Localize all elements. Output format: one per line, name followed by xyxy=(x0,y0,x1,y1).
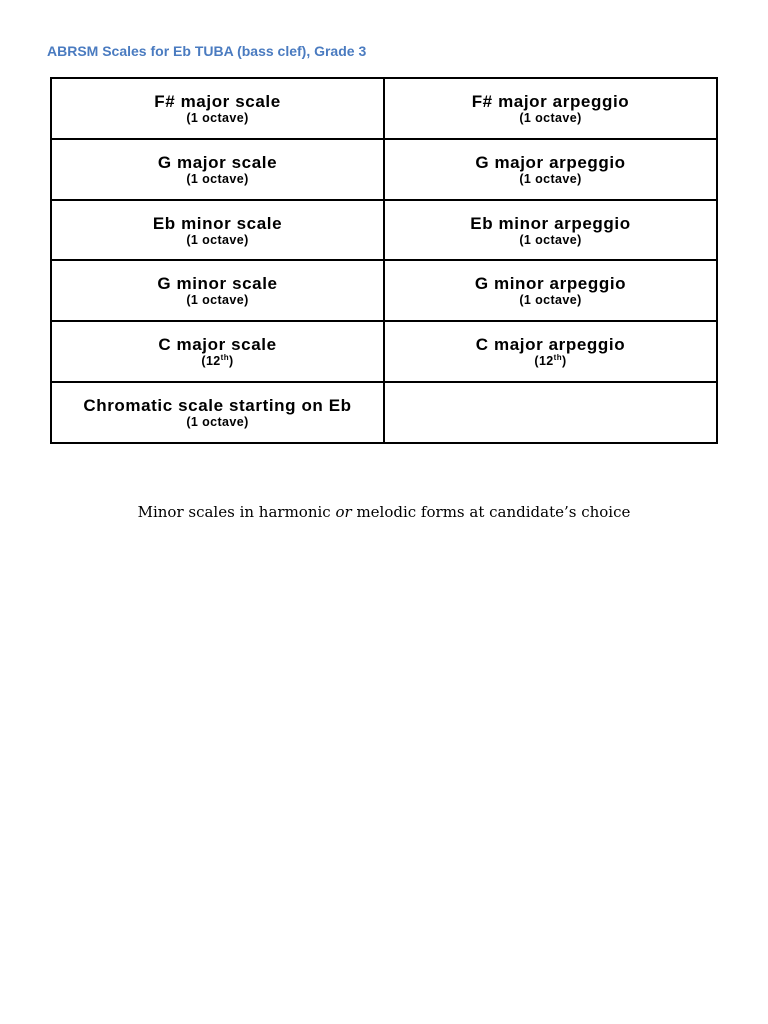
footnote-text: Minor scales in harmonic xyxy=(137,503,336,521)
range-suffix: ) xyxy=(229,354,234,369)
scale-cell xyxy=(51,260,384,321)
table-row xyxy=(51,321,717,382)
scale-name: G minor scale xyxy=(157,274,278,294)
table-row xyxy=(51,260,717,321)
arpeggio-name: Eb minor arpeggio xyxy=(470,213,631,233)
scale-cell xyxy=(51,382,384,443)
arpeggio-cell xyxy=(384,321,717,382)
arpeggio-cell xyxy=(384,78,717,139)
page-title: ABRSM Scales for Eb TUBA (bass clef), Grade 3 xyxy=(47,43,367,59)
table-row xyxy=(51,139,717,200)
range-suffix: ) xyxy=(562,354,567,369)
scale-name: Eb minor scale xyxy=(152,213,283,233)
arpeggio-range: (1 octave) xyxy=(519,293,582,308)
table-row xyxy=(51,78,717,139)
scale-range: (1 octave) xyxy=(186,232,249,247)
scale-name: C major scale xyxy=(158,335,277,355)
scale-name: Chromatic scale starting on Eb xyxy=(83,396,352,416)
footnote-text: melodic forms at candidate’s choice xyxy=(351,503,631,521)
scale-name: G major scale xyxy=(157,152,278,172)
scales-table xyxy=(50,77,718,444)
scale-cell xyxy=(51,78,384,139)
table-row xyxy=(51,200,717,261)
scale-range: (1 octave) xyxy=(186,293,249,308)
footnote xyxy=(0,503,768,521)
range-prefix: (12 xyxy=(201,354,221,369)
range-prefix: (12 xyxy=(534,354,554,369)
arpeggio-name: F# major arpeggio xyxy=(471,91,630,111)
scale-name: F# major scale xyxy=(154,91,281,111)
arpeggio-name: C major arpeggio xyxy=(475,335,626,355)
scale-range: (1 octave) xyxy=(186,415,249,430)
arpeggio-range: (1 octave) xyxy=(519,171,582,186)
footnote-emphasis: or xyxy=(335,503,352,521)
arpeggio-name: G minor arpeggio xyxy=(474,274,627,294)
range-superscript: th xyxy=(220,353,230,363)
range-superscript: th xyxy=(553,353,563,363)
scale-cell xyxy=(51,200,384,261)
arpeggio-cell xyxy=(384,139,717,200)
scale-cell xyxy=(51,321,384,382)
empty-cell xyxy=(384,382,717,443)
scale-cell xyxy=(51,139,384,200)
arpeggio-cell xyxy=(384,200,717,261)
arpeggio-range: (1 octave) xyxy=(519,232,582,247)
arpeggio-range xyxy=(385,354,716,368)
arpeggio-name: G major arpeggio xyxy=(475,152,626,172)
arpeggio-range: (1 octave) xyxy=(519,110,582,125)
scale-range xyxy=(52,354,383,368)
arpeggio-cell xyxy=(384,260,717,321)
scale-range: (1 octave) xyxy=(186,110,249,125)
scale-range: (1 octave) xyxy=(186,171,249,186)
table-row xyxy=(51,382,717,443)
